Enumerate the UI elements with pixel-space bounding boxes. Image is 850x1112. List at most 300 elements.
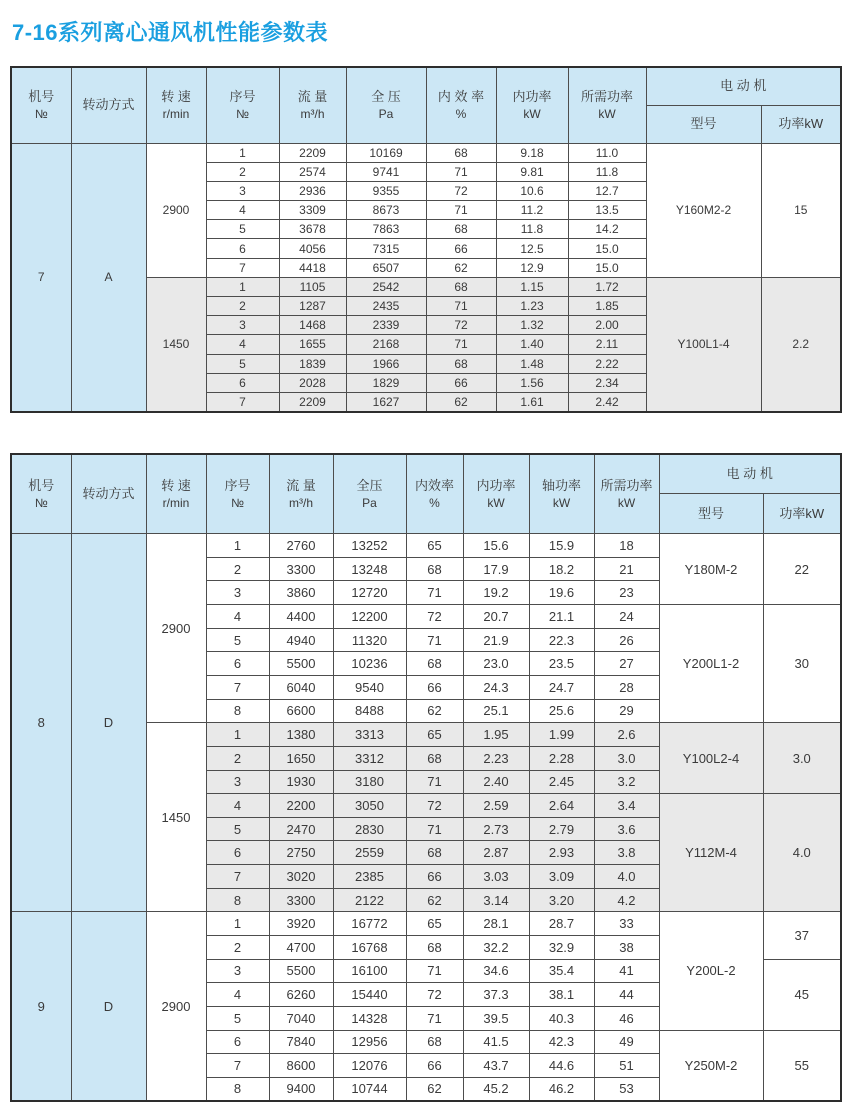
seq-cell: 2 <box>206 297 279 316</box>
col-header: 内效率 % <box>406 454 463 534</box>
data-cell: 1966 <box>346 354 426 373</box>
motor-power-cell: 30 <box>763 605 841 723</box>
data-cell: 2.87 <box>463 841 529 865</box>
data-cell: 43.7 <box>463 1054 529 1078</box>
speed-cell: 2900 <box>146 534 206 723</box>
data-cell: 71 <box>406 581 463 605</box>
data-cell: 1.85 <box>568 297 646 316</box>
table-body <box>11 143 841 412</box>
col-header: 所需功率 kW <box>594 454 659 534</box>
motor-power-cell: 15 <box>761 143 841 277</box>
data-cell: 62 <box>426 392 496 411</box>
data-cell: 2209 <box>279 143 346 162</box>
data-cell: 71 <box>426 335 496 354</box>
seq-cell: 7 <box>206 675 269 699</box>
data-cell: 3.2 <box>594 770 659 794</box>
header-row-1 <box>11 67 841 105</box>
data-cell: 4.2 <box>594 888 659 912</box>
data-cell: 1.32 <box>496 316 568 335</box>
speed-cell: 2900 <box>146 912 206 1101</box>
data-cell: 4400 <box>269 605 333 629</box>
col-header: 机号 № <box>11 454 71 534</box>
data-cell: 68 <box>426 354 496 373</box>
data-cell: 45.2 <box>463 1077 529 1101</box>
motor-power-cell: 3.0 <box>763 723 841 794</box>
data-cell: 7863 <box>346 220 426 239</box>
data-cell: 28.1 <box>463 912 529 936</box>
data-cell: 15.0 <box>568 239 646 258</box>
data-cell: 2.79 <box>529 817 594 841</box>
data-cell: 2122 <box>333 888 406 912</box>
seq-cell: 3 <box>206 581 269 605</box>
motor-power-cell: 22 <box>763 534 841 605</box>
data-cell: 2435 <box>346 297 426 316</box>
table-body <box>11 534 841 1101</box>
data-cell: 11.2 <box>496 201 568 220</box>
seq-cell: 8 <box>206 1077 269 1101</box>
data-cell: 1930 <box>269 770 333 794</box>
data-cell: 1105 <box>279 277 346 296</box>
data-cell: 72 <box>406 794 463 818</box>
data-cell: 71 <box>426 201 496 220</box>
seq-cell: 8 <box>206 888 269 912</box>
data-cell: 23.0 <box>463 652 529 676</box>
data-cell: 24.7 <box>529 675 594 699</box>
seq-cell: 7 <box>206 392 279 411</box>
seq-cell: 5 <box>206 1006 269 1030</box>
data-cell: 3309 <box>279 201 346 220</box>
col-header: 内功率 kW <box>463 454 529 534</box>
data-cell: 3.09 <box>529 865 594 889</box>
data-cell: 3678 <box>279 220 346 239</box>
data-cell: 15.0 <box>568 258 646 277</box>
data-cell: 3312 <box>333 746 406 770</box>
seq-cell: 4 <box>206 335 279 354</box>
data-cell: 10236 <box>333 652 406 676</box>
data-cell: 1829 <box>346 373 426 392</box>
data-cell: 2.11 <box>568 335 646 354</box>
col-header: 序号 № <box>206 67 279 143</box>
table-header <box>11 454 841 534</box>
data-cell: 13.5 <box>568 201 646 220</box>
data-cell: 2200 <box>269 794 333 818</box>
data-cell: 1.99 <box>529 723 594 747</box>
data-cell: 17.9 <box>463 557 529 581</box>
data-cell: 53 <box>594 1077 659 1101</box>
data-cell: 3.4 <box>594 794 659 818</box>
data-cell: 12200 <box>333 605 406 629</box>
table-row <box>11 143 841 162</box>
data-cell: 46 <box>594 1006 659 1030</box>
data-cell: 3.6 <box>594 817 659 841</box>
drive-mode-cell: A <box>71 143 146 412</box>
data-cell: 3313 <box>333 723 406 747</box>
data-cell: 46.2 <box>529 1077 594 1101</box>
data-cell: 38 <box>594 936 659 960</box>
data-cell: 9540 <box>333 675 406 699</box>
seq-cell: 2 <box>206 162 279 181</box>
data-cell: 9355 <box>346 181 426 200</box>
data-cell: 1839 <box>279 354 346 373</box>
data-cell: 34.6 <box>463 959 529 983</box>
data-cell: 15440 <box>333 983 406 1007</box>
data-cell: 3180 <box>333 770 406 794</box>
data-cell: 1.40 <box>496 335 568 354</box>
motor-model-cell: Y160M2-2 <box>646 143 761 277</box>
data-cell: 14328 <box>333 1006 406 1030</box>
seq-cell: 2 <box>206 557 269 581</box>
drive-mode-cell: D <box>71 912 146 1101</box>
data-cell: 2209 <box>279 392 346 411</box>
fan-performance-table-no7 <box>10 66 842 413</box>
seq-cell: 2 <box>206 746 269 770</box>
data-cell: 29 <box>594 699 659 723</box>
data-cell: 66 <box>406 675 463 699</box>
data-cell: 2.45 <box>529 770 594 794</box>
seq-cell: 5 <box>206 628 269 652</box>
data-cell: 68 <box>406 936 463 960</box>
motor-power-cell: 4.0 <box>763 794 841 912</box>
data-cell: 2936 <box>279 181 346 200</box>
data-cell: 41 <box>594 959 659 983</box>
data-cell: 2.28 <box>529 746 594 770</box>
data-cell: 41.5 <box>463 1030 529 1054</box>
data-cell: 49 <box>594 1030 659 1054</box>
data-cell: 24.3 <box>463 675 529 699</box>
data-cell: 18 <box>594 534 659 558</box>
col-header: 内功率 kW <box>496 67 568 143</box>
data-cell: 71 <box>406 1006 463 1030</box>
data-cell: 68 <box>406 746 463 770</box>
data-cell: 3300 <box>269 557 333 581</box>
data-cell: 12.9 <box>496 258 568 277</box>
seq-cell: 7 <box>206 1054 269 1078</box>
seq-cell: 1 <box>206 277 279 296</box>
fan-performance-table-no8-no9 <box>10 453 842 1102</box>
motor-power-cell: 45 <box>763 959 841 1030</box>
motor-model-cell: Y180M-2 <box>659 534 763 605</box>
data-cell: 14.2 <box>568 220 646 239</box>
data-cell: 11.8 <box>496 220 568 239</box>
seq-cell: 4 <box>206 983 269 1007</box>
data-cell: 3020 <box>269 865 333 889</box>
seq-cell: 7 <box>206 865 269 889</box>
machine-no-cell: 7 <box>11 143 71 412</box>
page-title: 7-16系列离心通风机性能参数表 <box>12 20 329 45</box>
data-cell: 2760 <box>269 534 333 558</box>
col-header: 转 速 r/min <box>146 454 206 534</box>
data-cell: 12.5 <box>496 239 568 258</box>
data-cell: 25.6 <box>529 699 594 723</box>
data-cell: 44 <box>594 983 659 1007</box>
data-cell: 2385 <box>333 865 406 889</box>
data-cell: 1650 <box>269 746 333 770</box>
seq-cell: 6 <box>206 239 279 258</box>
data-cell: 2168 <box>346 335 426 354</box>
motor-header: 电 动 机 <box>646 67 841 105</box>
seq-cell: 5 <box>206 354 279 373</box>
data-cell: 1380 <box>269 723 333 747</box>
data-cell: 1287 <box>279 297 346 316</box>
seq-cell: 1 <box>206 723 269 747</box>
data-cell: 4940 <box>269 628 333 652</box>
data-cell: 42.3 <box>529 1030 594 1054</box>
col-header: 流 量 m³/h <box>269 454 333 534</box>
data-cell: 6260 <box>269 983 333 1007</box>
speed-cell: 2900 <box>146 143 206 277</box>
data-cell: 68 <box>406 841 463 865</box>
data-cell: 28 <box>594 675 659 699</box>
data-cell: 9.18 <box>496 143 568 162</box>
seq-cell: 6 <box>206 1030 269 1054</box>
data-cell: 71 <box>406 959 463 983</box>
data-cell: 26 <box>594 628 659 652</box>
header-row-1 <box>11 454 841 494</box>
data-cell: 2.22 <box>568 354 646 373</box>
data-cell: 27 <box>594 652 659 676</box>
data-cell: 12.7 <box>568 181 646 200</box>
data-cell: 16772 <box>333 912 406 936</box>
data-cell: 12720 <box>333 581 406 605</box>
data-cell: 15.9 <box>529 534 594 558</box>
col-header: 内 效 率 % <box>426 67 496 143</box>
col-header: 机号 № <box>11 67 71 143</box>
motor-model-header: 型号 <box>659 494 763 534</box>
data-cell: 3860 <box>269 581 333 605</box>
data-cell: 68 <box>406 557 463 581</box>
seq-cell: 4 <box>206 794 269 818</box>
seq-cell: 6 <box>206 652 269 676</box>
data-cell: 5500 <box>269 959 333 983</box>
data-cell: 3.0 <box>594 746 659 770</box>
data-cell: 2.59 <box>463 794 529 818</box>
data-cell: 66 <box>426 239 496 258</box>
data-cell: 44.6 <box>529 1054 594 1078</box>
data-cell: 3920 <box>269 912 333 936</box>
col-header: 所需功率 kW <box>568 67 646 143</box>
col-header: 全压 Pa <box>333 454 406 534</box>
data-cell: 2574 <box>279 162 346 181</box>
data-cell: 71 <box>426 297 496 316</box>
data-cell: 72 <box>406 983 463 1007</box>
data-cell: 23.5 <box>529 652 594 676</box>
motor-model-cell: Y100L1-4 <box>646 277 761 411</box>
data-cell: 68 <box>406 652 463 676</box>
motor-model-cell: Y200L-2 <box>659 912 763 1030</box>
data-cell: 7840 <box>269 1030 333 1054</box>
data-cell: 6507 <box>346 258 426 277</box>
data-cell: 6600 <box>269 699 333 723</box>
data-cell: 7315 <box>346 239 426 258</box>
data-cell: 3.03 <box>463 865 529 889</box>
data-cell: 2339 <box>346 316 426 335</box>
motor-power-cell: 2.2 <box>761 277 841 411</box>
seq-cell: 5 <box>206 220 279 239</box>
data-cell: 66 <box>426 373 496 392</box>
machine-no-cell: 9 <box>11 912 71 1101</box>
seq-cell: 3 <box>206 959 269 983</box>
data-cell: 1.23 <box>496 297 568 316</box>
motor-header: 电 动 机 <box>659 454 841 494</box>
data-cell: 71 <box>426 162 496 181</box>
motor-model-header: 型号 <box>646 105 761 143</box>
col-header: 转 速 r/min <box>146 67 206 143</box>
data-cell: 62 <box>406 699 463 723</box>
data-cell: 23 <box>594 581 659 605</box>
data-cell: 72 <box>426 181 496 200</box>
data-cell: 24 <box>594 605 659 629</box>
data-cell: 1.72 <box>568 277 646 296</box>
table-row <box>11 534 841 558</box>
data-cell: 2.42 <box>568 392 646 411</box>
seq-cell: 7 <box>206 258 279 277</box>
data-cell: 11320 <box>333 628 406 652</box>
data-cell: 4700 <box>269 936 333 960</box>
data-cell: 2830 <box>333 817 406 841</box>
speed-cell: 1450 <box>146 277 206 411</box>
col-header: 序号 № <box>206 454 269 534</box>
data-cell: 18.2 <box>529 557 594 581</box>
data-cell: 5500 <box>269 652 333 676</box>
data-cell: 1.15 <box>496 277 568 296</box>
table-header <box>11 67 841 143</box>
motor-power-header: 功率kW <box>761 105 841 143</box>
data-cell: 2470 <box>269 817 333 841</box>
seq-cell: 1 <box>206 912 269 936</box>
data-cell: 2559 <box>333 841 406 865</box>
data-cell: 19.2 <box>463 581 529 605</box>
col-header: 转动方式 <box>71 454 146 534</box>
data-cell: 37.3 <box>463 983 529 1007</box>
data-cell: 4056 <box>279 239 346 258</box>
data-cell: 3.8 <box>594 841 659 865</box>
data-cell: 2.6 <box>594 723 659 747</box>
data-cell: 11.0 <box>568 143 646 162</box>
data-cell: 1.61 <box>496 392 568 411</box>
data-cell: 6040 <box>269 675 333 699</box>
motor-model-cell: Y250M-2 <box>659 1030 763 1101</box>
data-cell: 1655 <box>279 335 346 354</box>
data-cell: 10.6 <box>496 181 568 200</box>
col-header: 流 量 m³/h <box>279 67 346 143</box>
data-cell: 19.6 <box>529 581 594 605</box>
data-cell: 51 <box>594 1054 659 1078</box>
data-cell: 62 <box>406 1077 463 1101</box>
data-cell: 2028 <box>279 373 346 392</box>
data-cell: 4.0 <box>594 865 659 889</box>
motor-model-cell: Y112M-4 <box>659 794 763 912</box>
data-cell: 3300 <box>269 888 333 912</box>
data-cell: 3.20 <box>529 888 594 912</box>
data-cell: 68 <box>426 277 496 296</box>
data-cell: 20.7 <box>463 605 529 629</box>
seq-cell: 4 <box>206 605 269 629</box>
data-cell: 11.8 <box>568 162 646 181</box>
data-cell: 28.7 <box>529 912 594 936</box>
data-cell: 4418 <box>279 258 346 277</box>
data-cell: 8673 <box>346 201 426 220</box>
data-cell: 16100 <box>333 959 406 983</box>
data-cell: 13252 <box>333 534 406 558</box>
data-cell: 65 <box>406 912 463 936</box>
data-cell: 68 <box>406 1030 463 1054</box>
data-cell: 2542 <box>346 277 426 296</box>
machine-no-cell: 8 <box>11 534 71 912</box>
data-cell: 33 <box>594 912 659 936</box>
data-cell: 10169 <box>346 143 426 162</box>
data-cell: 21.1 <box>529 605 594 629</box>
data-cell: 68 <box>426 143 496 162</box>
seq-cell: 3 <box>206 770 269 794</box>
data-cell: 9400 <box>269 1077 333 1101</box>
data-cell: 13248 <box>333 557 406 581</box>
data-cell: 9.81 <box>496 162 568 181</box>
data-cell: 1627 <box>346 392 426 411</box>
motor-power-header: 功率kW <box>763 494 841 534</box>
data-cell: 65 <box>406 534 463 558</box>
data-cell: 72 <box>406 605 463 629</box>
data-cell: 39.5 <box>463 1006 529 1030</box>
data-cell: 9741 <box>346 162 426 181</box>
data-cell: 2.93 <box>529 841 594 865</box>
seq-cell: 3 <box>206 181 279 200</box>
drive-mode-cell: D <box>71 534 146 912</box>
seq-cell: 3 <box>206 316 279 335</box>
data-cell: 71 <box>406 628 463 652</box>
col-header: 转动方式 <box>71 67 146 143</box>
data-cell: 35.4 <box>529 959 594 983</box>
data-cell: 21.9 <box>463 628 529 652</box>
data-cell: 1468 <box>279 316 346 335</box>
data-cell: 2750 <box>269 841 333 865</box>
motor-model-cell: Y200L1-2 <box>659 605 763 723</box>
data-cell: 8488 <box>333 699 406 723</box>
col-header: 轴功率 kW <box>529 454 594 534</box>
data-cell: 3050 <box>333 794 406 818</box>
data-cell: 22.3 <box>529 628 594 652</box>
data-cell: 2.73 <box>463 817 529 841</box>
motor-model-cell: Y100L2-4 <box>659 723 763 794</box>
data-cell: 10744 <box>333 1077 406 1101</box>
seq-cell: 1 <box>206 143 279 162</box>
seq-cell: 6 <box>206 841 269 865</box>
data-cell: 7040 <box>269 1006 333 1030</box>
data-cell: 25.1 <box>463 699 529 723</box>
data-cell: 3.14 <box>463 888 529 912</box>
table-gap <box>10 413 840 453</box>
data-cell: 21 <box>594 557 659 581</box>
col-header: 全 压 Pa <box>346 67 426 143</box>
data-cell: 2.34 <box>568 373 646 392</box>
data-cell: 16768 <box>333 936 406 960</box>
data-cell: 38.1 <box>529 983 594 1007</box>
data-cell: 1.56 <box>496 373 568 392</box>
data-cell: 32.9 <box>529 936 594 960</box>
data-cell: 2.00 <box>568 316 646 335</box>
data-cell: 71 <box>406 770 463 794</box>
seq-cell: 5 <box>206 817 269 841</box>
data-cell: 62 <box>406 888 463 912</box>
seq-cell: 6 <box>206 373 279 392</box>
data-cell: 2.64 <box>529 794 594 818</box>
seq-cell: 4 <box>206 201 279 220</box>
data-cell: 2.23 <box>463 746 529 770</box>
seq-cell: 8 <box>206 699 269 723</box>
data-cell: 8600 <box>269 1054 333 1078</box>
data-cell: 12956 <box>333 1030 406 1054</box>
data-cell: 32.2 <box>463 936 529 960</box>
motor-power-cell: 37 <box>763 912 841 959</box>
